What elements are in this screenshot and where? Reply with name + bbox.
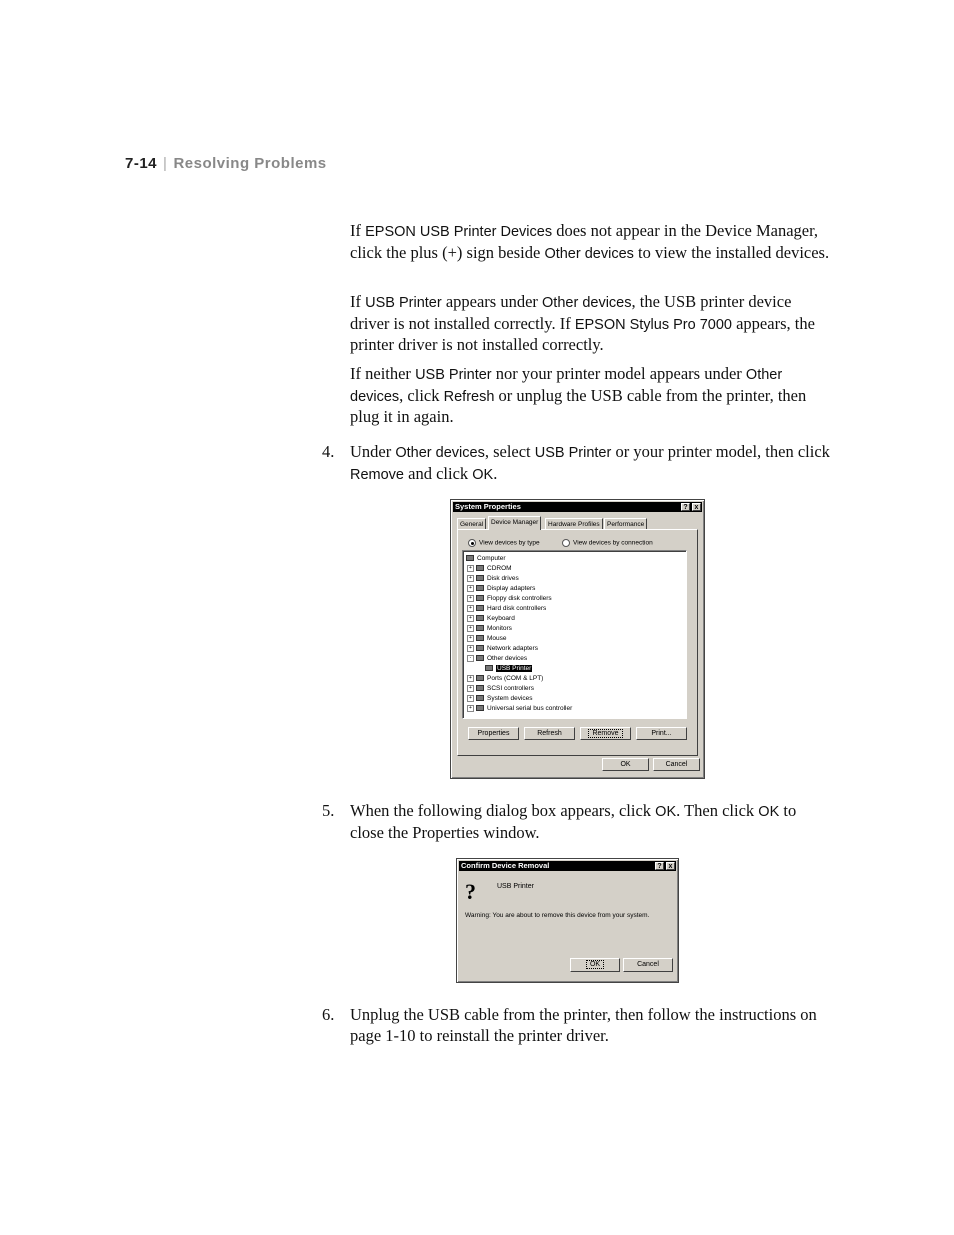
header-separator: |	[163, 155, 168, 172]
tree-item[interactable]	[467, 644, 538, 653]
tree-item[interactable]	[467, 604, 546, 613]
radio-label: View devices by type	[479, 539, 540, 547]
tree-item-label: Display adapters	[487, 585, 536, 592]
expand-icon[interactable]: +	[467, 585, 474, 592]
tree-item[interactable]	[467, 694, 533, 703]
expand-icon[interactable]: +	[467, 635, 474, 642]
paragraph-1	[350, 221, 830, 264]
device-icon	[476, 695, 484, 701]
system-properties-dialog	[450, 499, 705, 779]
dialog-titlebar	[453, 502, 702, 512]
text: .	[493, 463, 498, 483]
expand-icon[interactable]: +	[467, 695, 474, 702]
tree-item-label: Other devices	[487, 655, 528, 662]
expand-icon[interactable]: +	[467, 595, 474, 602]
paragraph-2	[350, 292, 830, 356]
tab-performance[interactable]: Performance	[604, 518, 647, 529]
step-text	[350, 801, 830, 843]
button-label: Cancel	[665, 761, 688, 768]
tree-item[interactable]	[467, 634, 507, 643]
cancel-button[interactable]	[653, 758, 700, 771]
tree-item-label: Universal serial bus controller	[487, 705, 573, 712]
text: When the following dialog box appears, click	[350, 801, 656, 820]
device-icon	[476, 595, 484, 601]
help-button[interactable]: ?	[655, 862, 664, 870]
expand-icon[interactable]: +	[467, 615, 474, 622]
text: or unplug the USB cable from the printer, then plug it in again.	[350, 385, 807, 426]
text: appears under	[441, 292, 543, 311]
tab-general[interactable]: General	[457, 518, 486, 529]
dialog-titlebar	[459, 861, 676, 871]
close-button[interactable]: x	[666, 862, 675, 870]
tree-item[interactable]	[466, 554, 506, 563]
running-header	[125, 155, 327, 172]
ui-term: Other devices	[395, 445, 485, 461]
button-label: Properties	[477, 730, 510, 737]
device-icon	[476, 635, 484, 641]
tab-hardware-profiles[interactable]: Hardware Profiles	[545, 518, 603, 529]
section-title: Resolving Problems	[173, 155, 327, 172]
tree-item[interactable]	[467, 614, 515, 623]
tree-item-label: Ports (COM & LPT)	[487, 675, 544, 682]
print-button[interactable]	[636, 727, 687, 740]
cancel-button[interactable]	[623, 958, 673, 972]
tree-item[interactable]	[467, 684, 534, 693]
question-printer-icon: ?	[465, 879, 476, 904]
ui-term: Other devices	[544, 245, 634, 262]
tree-item-label: Keyboard	[487, 615, 515, 622]
radio-view-by-type[interactable]	[468, 539, 540, 547]
button-label: Refresh	[537, 730, 562, 737]
radio-empty-icon	[562, 539, 570, 547]
confirm-device-removal-dialog	[456, 858, 679, 983]
button-label: OK	[620, 761, 631, 768]
paragraph-3	[350, 364, 830, 428]
text: appears, the printer driver is not installed correctly.	[350, 313, 815, 354]
ui-term: EPSON USB Printer Devices	[365, 224, 553, 240]
device-icon	[476, 655, 484, 661]
tree-item-label: Mouse	[487, 635, 507, 642]
tree-item[interactable]	[467, 674, 543, 683]
device-icon	[466, 555, 474, 561]
radio-label: View devices by connection	[573, 539, 653, 547]
remove-button[interactable]	[580, 727, 631, 740]
close-button[interactable]: x	[692, 503, 701, 511]
text: to close the Properties window.	[350, 801, 797, 842]
ok-button[interactable]	[602, 758, 649, 771]
tree-item-label: System devices	[487, 695, 533, 702]
ok-button[interactable]	[570, 958, 620, 972]
device-icon	[476, 615, 484, 621]
tree-item[interactable]	[467, 584, 535, 593]
dialog-title: Confirm Device Removal	[461, 861, 550, 870]
expand-icon[interactable]: +	[467, 575, 474, 582]
device-icon	[476, 625, 484, 631]
tree-item-usb-printer[interactable]	[485, 664, 532, 673]
expand-icon[interactable]: +	[467, 645, 474, 652]
text: or your printer model, then click	[611, 442, 830, 461]
tab-device-manager[interactable]: Device Manager	[488, 516, 541, 530]
tree-item[interactable]	[467, 594, 552, 603]
device-icon	[476, 645, 484, 651]
step-text	[350, 442, 830, 485]
tree-item[interactable]	[467, 704, 572, 713]
expand-icon[interactable]: +	[467, 705, 474, 712]
radio-selected-icon	[468, 539, 476, 547]
device-icon	[476, 565, 484, 571]
device-icon	[476, 575, 484, 581]
tree-item-label: SCSI controllers	[487, 685, 534, 692]
text: and click	[404, 463, 473, 483]
tree-item-label: Computer	[477, 555, 506, 562]
tree-item-label: Floppy disk controllers	[487, 595, 552, 602]
text: , select	[484, 442, 535, 461]
tree-item[interactable]	[467, 624, 512, 633]
button-label: OK	[587, 961, 603, 968]
text: , click	[399, 385, 444, 405]
ui-term: USB Printer	[415, 367, 492, 383]
ui-term: Remove	[350, 466, 404, 483]
expand-icon[interactable]: +	[467, 605, 474, 612]
device-icon	[476, 705, 484, 711]
ui-term: USB Printer	[365, 295, 442, 311]
device-tree[interactable]	[462, 550, 687, 719]
tree-item-label: Hard disk controllers	[487, 605, 547, 612]
text: Under	[350, 442, 396, 461]
tree-item-label: USB Printer	[497, 665, 532, 672]
button-label: Remove	[589, 730, 621, 737]
text: does not appear in the Device Manager, click the plus (+) sign beside	[350, 221, 819, 262]
page-number: 7-14	[125, 155, 158, 172]
step-text: Unplug the USB cable from the printer, then follow the instructions on page 1-10 to reinstall the printer driver.	[350, 1005, 817, 1045]
step-number: 4.	[322, 442, 335, 461]
ui-term: Other devices	[350, 367, 783, 405]
tree-item[interactable]	[467, 654, 527, 663]
ui-term: Refresh	[443, 388, 495, 405]
tree-item[interactable]	[467, 574, 519, 583]
tree-item-label: Network adapters	[487, 645, 538, 652]
tree-item[interactable]	[467, 564, 512, 573]
tree-item-label: Monitors	[487, 625, 512, 632]
ui-term: Other devices	[542, 295, 632, 311]
ui-term: EPSON Stylus Pro 7000	[574, 316, 732, 333]
collapse-icon[interactable]: -	[467, 655, 474, 662]
button-label: Print...	[651, 730, 672, 737]
ui-term: OK	[655, 804, 677, 820]
expand-icon[interactable]: +	[467, 565, 474, 572]
expand-icon[interactable]: +	[467, 625, 474, 632]
expand-icon[interactable]: +	[467, 675, 474, 682]
text: to view the installed devices.	[633, 242, 830, 262]
tree-item-label: Disk drives	[487, 575, 519, 582]
button-label: Cancel	[637, 961, 659, 968]
expand-icon[interactable]: +	[467, 685, 474, 692]
device-name: USB Printer	[497, 883, 534, 890]
warning-text: Warning: You are about to remove this device from your system.	[465, 912, 650, 919]
text: nor your printer model appears under	[491, 364, 746, 383]
text: If	[350, 221, 366, 240]
text: . Then click	[676, 801, 759, 820]
help-button[interactable]: ?	[681, 503, 690, 511]
ui-term: OK	[758, 804, 780, 820]
tree-item-label: CDROM	[487, 565, 512, 572]
device-icon	[476, 605, 484, 611]
dialog-title: System Properties	[455, 502, 521, 511]
text: , the USB printer device driver is not installed correctly. If	[350, 292, 792, 333]
properties-button[interactable]	[468, 727, 519, 740]
step-number: 5.	[322, 801, 335, 820]
ui-term: OK	[472, 466, 494, 483]
device-icon	[476, 675, 484, 681]
text: If neither	[350, 364, 416, 383]
text: If	[350, 292, 366, 311]
step-number: 6.	[322, 1005, 335, 1024]
refresh-button[interactable]	[524, 727, 575, 740]
device-icon	[476, 685, 484, 691]
radio-view-by-connection[interactable]	[562, 539, 653, 547]
ui-term: USB Printer	[534, 445, 612, 461]
device-icon	[476, 585, 484, 591]
device-icon	[485, 665, 493, 671]
